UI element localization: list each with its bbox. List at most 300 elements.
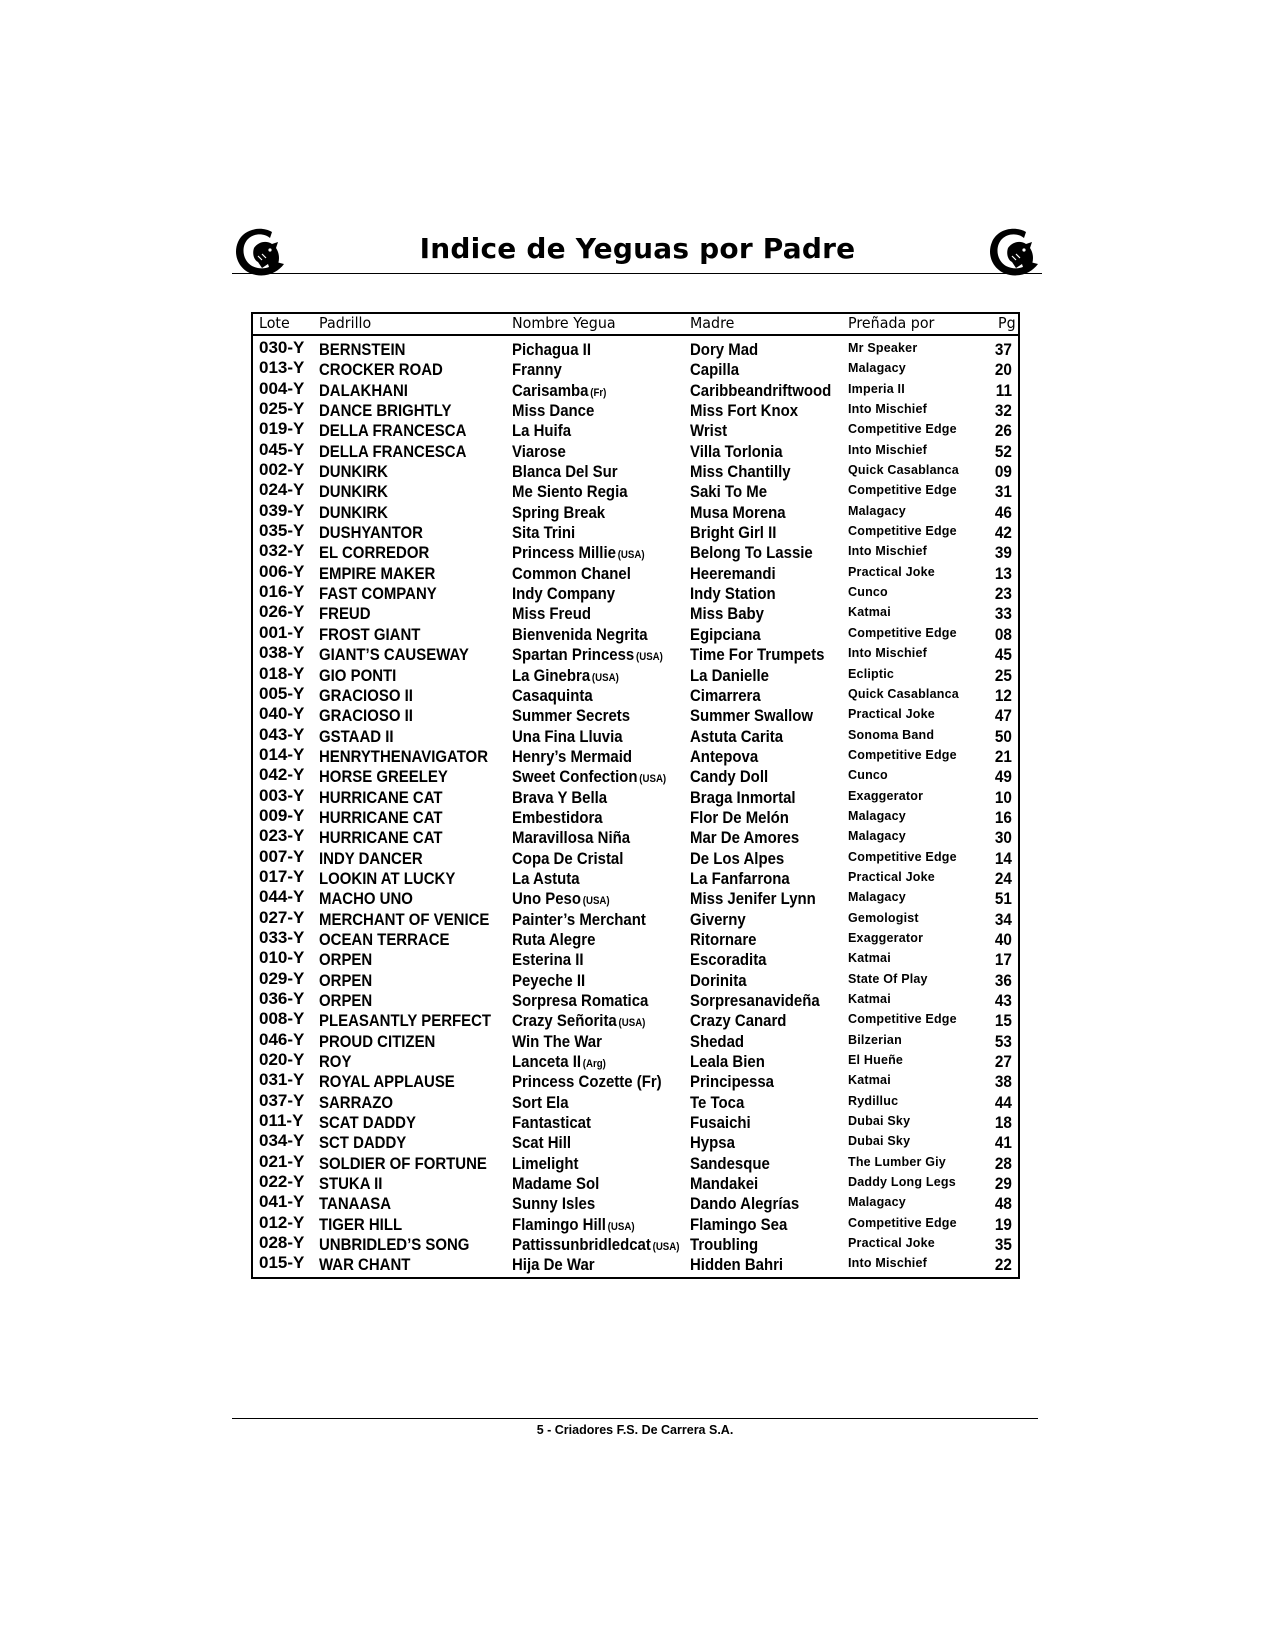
table-row <box>251 805 1020 828</box>
header-lote: Lote <box>259 314 290 332</box>
cell-madre-text: Caribbeandriftwood <box>690 380 832 400</box>
cell-prenada-text: Into Mischief <box>848 1256 927 1271</box>
cell-yegua-text: Summer Secrets <box>512 706 631 726</box>
cell-pg-text: 28 <box>994 1153 1012 1173</box>
cell-pg-text: 31 <box>994 482 1012 502</box>
cell-yegua <box>512 1133 571 1153</box>
cell-madre-text: Braga Inmortal <box>690 787 796 807</box>
cell-lote-text: 007-Y <box>259 846 305 866</box>
header-yegua: Nombre Yegua <box>512 314 616 332</box>
cell-madre-text: Heeremandi <box>690 563 776 583</box>
cell-pg <box>995 564 1012 584</box>
cell-madre-text: Te Toca <box>690 1092 745 1112</box>
cell-origin: (Arg) <box>582 1058 606 1071</box>
cell-prenada-text: Into Mischief <box>848 544 927 559</box>
cell-prenada <box>848 725 934 745</box>
cell-madre-text: Candy Doll <box>690 767 769 787</box>
cell-prenada <box>848 1009 957 1029</box>
cell-lote-text: 010-Y <box>259 948 305 968</box>
cell-yegua-text: Miss Freud <box>512 604 591 624</box>
table-row <box>251 1235 1020 1255</box>
cell-prenada-text: Katmai <box>848 951 891 966</box>
cell-lote-text: 028-Y <box>259 1233 305 1253</box>
table-row <box>251 663 1020 686</box>
cell-madre <box>690 686 761 706</box>
table-row <box>251 1212 1020 1235</box>
cell-origin: (USA) <box>607 1220 635 1233</box>
cell-madre <box>690 666 769 686</box>
cell-madre-text: Summer Swallow <box>690 706 814 726</box>
cell-madre <box>690 1235 758 1255</box>
cell-madre-text: Hidden Bahri <box>690 1255 784 1275</box>
cell-madre-text: La Fanfarrona <box>690 868 790 888</box>
cell-yegua <box>512 1154 578 1174</box>
cell-padrillo-text: LOOKIN AT LUCKY <box>319 868 456 888</box>
cell-prenada <box>848 806 906 826</box>
cell-yegua <box>512 869 580 889</box>
cell-padrillo-text: GIO PONTI <box>319 665 397 685</box>
cell-padrillo-text: SCT DADDY <box>319 1133 407 1153</box>
cell-padrillo <box>319 584 437 604</box>
cell-madre <box>690 401 798 421</box>
cell-pg-text: 24 <box>994 868 1012 888</box>
cell-lote <box>259 419 304 439</box>
cell-pg <box>995 869 1012 889</box>
cell-prenada-text: El Hueñe <box>848 1053 904 1068</box>
cell-madre-text: Flor De Melón <box>690 807 789 827</box>
cell-pg <box>995 767 1012 787</box>
cell-pg <box>995 462 1012 482</box>
cell-pg <box>995 604 1012 624</box>
table-row <box>251 1052 1020 1072</box>
cell-prenada <box>848 521 957 541</box>
cell-prenada-text: Ecliptic <box>848 666 895 681</box>
cell-pg <box>995 625 1012 645</box>
cell-lote <box>259 1091 304 1111</box>
cell-padrillo <box>319 686 413 706</box>
cell-padrillo <box>319 421 466 441</box>
cell-yegua <box>512 381 606 403</box>
cell-yegua <box>512 401 594 421</box>
cell-yegua <box>512 849 623 869</box>
cell-madre <box>690 1215 787 1235</box>
table-row <box>251 744 1020 767</box>
cell-yegua <box>512 421 571 441</box>
cell-prenada <box>848 1152 946 1172</box>
cell-padrillo-text: EMPIRE MAKER <box>319 563 436 583</box>
cell-prenada-text: Competitive Edge <box>848 483 957 498</box>
cell-padrillo <box>319 971 372 991</box>
cell-yegua-text: Sita Trini <box>512 523 576 543</box>
cell-pg <box>995 1032 1012 1052</box>
table-row <box>251 543 1020 563</box>
cell-padrillo <box>319 564 435 584</box>
cell-pg <box>995 1154 1012 1174</box>
table-row <box>251 1090 1020 1113</box>
cell-pg-text: 36 <box>994 970 1012 990</box>
cell-yegua <box>512 645 663 667</box>
cell-madre <box>690 645 824 665</box>
cell-yegua-text: Common Chanel <box>512 563 631 583</box>
cell-lote-text: 030-Y <box>259 338 305 357</box>
cell-yegua <box>512 543 645 565</box>
cell-yegua <box>512 625 648 645</box>
cell-padrillo <box>319 991 372 1011</box>
cell-prenada <box>848 1253 927 1273</box>
cell-prenada <box>848 358 906 378</box>
cell-madre <box>690 1154 770 1174</box>
cell-padrillo <box>319 1255 410 1275</box>
cell-padrillo <box>319 767 448 787</box>
cell-yegua <box>512 1215 635 1237</box>
cell-pg <box>995 482 1012 502</box>
cell-prenada <box>848 765 888 785</box>
cell-prenada <box>848 1131 910 1151</box>
cell-yegua <box>512 747 632 767</box>
cell-lote <box>259 948 304 968</box>
cell-prenada <box>848 1111 910 1131</box>
cell-pg-text: 16 <box>994 807 1012 827</box>
cell-yegua <box>512 971 585 991</box>
cell-yegua <box>512 889 610 911</box>
cell-lote <box>259 989 304 1009</box>
cell-padrillo <box>319 1113 416 1133</box>
cell-yegua-text: Princess Millie <box>512 543 616 563</box>
cell-padrillo <box>319 1194 391 1214</box>
cell-padrillo-text: INDY DANCER <box>319 848 423 868</box>
cell-madre-text: Crazy Canard <box>690 1011 787 1031</box>
cell-padrillo <box>319 666 396 686</box>
horse-head-logo <box>986 226 1042 278</box>
cell-origin: (USA) <box>591 671 619 684</box>
cell-pg <box>995 1174 1012 1194</box>
cell-lote-text: 016-Y <box>259 582 305 602</box>
cell-prenada-text: Competitive Edge <box>848 1215 957 1230</box>
table-row <box>251 683 1020 706</box>
cell-lote-text: 018-Y <box>259 663 305 683</box>
cell-lote-text: 039-Y <box>259 500 305 520</box>
cell-padrillo-text: STUKA II <box>319 1174 383 1194</box>
cell-lote <box>259 643 304 663</box>
cell-lote <box>259 379 304 399</box>
cell-yegua <box>512 727 623 747</box>
cell-yegua-text: Fantasticat <box>512 1113 591 1133</box>
cell-pg <box>995 930 1012 950</box>
cell-madre <box>690 584 776 604</box>
cell-yegua <box>512 584 615 604</box>
cell-prenada <box>848 379 905 399</box>
cell-pg <box>995 686 1012 706</box>
cell-lote-text: 038-Y <box>259 643 305 663</box>
cell-padrillo-text: CROCKER ROAD <box>319 360 443 380</box>
cell-padrillo-text: OCEAN TERRACE <box>319 929 450 949</box>
cell-yegua-text: Miss Dance <box>512 401 595 421</box>
cell-yegua-text: Copa De Cristal <box>512 848 624 868</box>
cell-yegua <box>512 462 618 482</box>
cell-padrillo <box>319 828 443 848</box>
cell-prenada-text: Rydilluc <box>848 1093 899 1108</box>
table-row <box>251 1194 1020 1214</box>
cell-lote-text: 031-Y <box>259 1070 305 1090</box>
table-row <box>251 1174 1020 1194</box>
table-row <box>251 340 1020 360</box>
cell-yegua <box>512 808 603 828</box>
cell-pg-text: 47 <box>994 706 1012 726</box>
cell-yegua <box>512 503 605 523</box>
cell-lote-text: 045-Y <box>259 439 305 459</box>
cell-pg <box>995 849 1012 869</box>
cell-padrillo <box>319 889 413 909</box>
cell-padrillo-text: ROYAL APPLAUSE <box>319 1072 455 1092</box>
cell-padrillo-text: UNBRIDLED’S SONG <box>319 1235 470 1255</box>
cell-pg-text: 12 <box>994 685 1012 705</box>
cell-origin: (USA) <box>639 773 667 786</box>
cell-pg <box>995 442 1012 462</box>
cell-prenada-text: Competitive Edge <box>848 1012 957 1027</box>
cell-padrillo-text: GIANT’S CAUSEWAY <box>319 645 469 665</box>
cell-pg-text: 49 <box>994 767 1012 787</box>
cell-yegua-text: La Astuta <box>512 868 580 888</box>
cell-prenada-text: Gemologist <box>848 910 919 925</box>
cell-padrillo <box>319 482 388 502</box>
cell-padrillo <box>319 950 372 970</box>
cell-madre-text: De Los Alpes <box>690 848 785 868</box>
cell-yegua <box>512 442 566 462</box>
table-row <box>251 889 1020 909</box>
cell-prenada <box>848 704 935 724</box>
cell-pg <box>995 523 1012 543</box>
cell-prenada <box>848 826 906 846</box>
cell-lote <box>259 684 304 704</box>
cell-madre-text: Musa Morena <box>690 502 786 522</box>
cell-origin: (USA) <box>635 651 663 664</box>
cell-lote <box>259 1233 304 1253</box>
cell-padrillo <box>319 381 408 401</box>
cell-prenada-text: Competitive Edge <box>848 747 957 762</box>
cell-madre <box>690 1255 783 1275</box>
cell-pg <box>995 340 1012 360</box>
cell-prenada <box>848 338 917 358</box>
cell-pg-text: 11 <box>995 380 1012 400</box>
cell-padrillo-text: DELLA FRANCESCA <box>319 421 467 441</box>
cell-madre-text: Wrist <box>690 421 728 441</box>
cell-padrillo <box>319 604 371 624</box>
cell-madre-text: Mandakei <box>690 1174 759 1194</box>
cell-lote-text: 027-Y <box>259 907 305 927</box>
cell-yegua-text: Ruta Alegre <box>512 929 596 949</box>
cell-pg <box>995 1215 1012 1235</box>
cell-yegua <box>512 991 648 1011</box>
cell-madre-text: Dorinita <box>690 970 747 990</box>
cell-lote <box>259 786 304 806</box>
page-footer: 5 - Criadores F.S. De Carrera S.A. <box>536 1423 734 1437</box>
table-header <box>251 312 1020 336</box>
cell-lote <box>259 358 304 378</box>
cell-yegua-text: Hija De War <box>512 1255 595 1275</box>
table-row <box>251 1133 1020 1153</box>
cell-yegua-text: Peyeche II <box>512 970 586 990</box>
cell-padrillo <box>319 706 413 726</box>
cell-yegua-text: La Huifa <box>512 421 572 441</box>
cell-madre-text: La Danielle <box>690 665 769 685</box>
cell-madre-text: Giverny <box>690 909 746 929</box>
table-row <box>251 360 1020 380</box>
cell-lote-text: 044-Y <box>259 887 305 907</box>
cell-prenada <box>848 989 891 1009</box>
table-row <box>251 828 1020 848</box>
cell-prenada-text: Competitive Edge <box>848 625 957 640</box>
horse-head-logo <box>232 226 288 278</box>
cell-pg <box>995 910 1012 930</box>
cell-padrillo-text: HURRICANE CAT <box>319 787 443 807</box>
cell-yegua-text: Una Fina Lluvia <box>512 726 623 746</box>
cell-yegua <box>512 930 595 950</box>
cell-yegua-text: Spartan Princess <box>512 645 635 665</box>
cell-yegua-text: Princess Cozette (Fr) <box>512 1072 662 1092</box>
cell-padrillo-text: HURRICANE CAT <box>319 828 443 848</box>
cell-pg <box>995 1133 1012 1153</box>
cell-lote-text: 032-Y <box>259 541 305 561</box>
cell-lote-text: 034-Y <box>259 1131 305 1151</box>
table-row <box>251 561 1020 584</box>
cell-prenada-text: Imperia II <box>848 381 905 396</box>
cell-prenada-text: Competitive Edge <box>848 422 957 437</box>
cell-padrillo <box>319 1011 491 1031</box>
cell-pg-text: 34 <box>994 909 1012 929</box>
cell-padrillo-text: MACHO UNO <box>319 889 413 909</box>
cell-madre <box>690 381 831 401</box>
cell-padrillo-text: ORPEN <box>319 970 373 990</box>
cell-padrillo <box>319 1215 402 1235</box>
cell-pg-text: 08 <box>994 624 1012 644</box>
cell-prenada <box>848 541 927 561</box>
cell-pg-text: 10 <box>994 787 1012 807</box>
cell-prenada-text: The Lumber Giy <box>848 1154 946 1169</box>
cell-madre <box>690 849 784 869</box>
cell-madre <box>690 1072 774 1092</box>
cell-prenada-text: Daddy Long Legs <box>848 1175 956 1190</box>
cell-prenada-text: Competitive Edge <box>848 524 957 539</box>
cell-pg-text: 40 <box>994 929 1012 949</box>
cell-madre <box>690 421 727 441</box>
cell-yegua-text: Brava Y Bella <box>512 787 608 807</box>
cell-yegua-text: Blanca Del Sur <box>512 462 618 482</box>
cell-madre <box>690 523 776 543</box>
table-row <box>251 421 1020 441</box>
cell-origin: (USA) <box>618 1017 646 1030</box>
cell-madre <box>690 706 813 726</box>
cell-prenada-text: Bilzerian <box>848 1032 902 1047</box>
cell-pg <box>995 503 1012 523</box>
cell-pg <box>995 1011 1012 1031</box>
table-row <box>251 645 1020 665</box>
cell-prenada-text: Katmai <box>848 1073 891 1088</box>
cell-lote-text: 017-Y <box>259 866 305 886</box>
table-body <box>251 340 1020 1276</box>
cell-prenada-text: Quick Casablanca <box>848 686 959 701</box>
header-prenada: Preñada por <box>848 314 935 332</box>
cell-prenada <box>848 745 957 765</box>
cell-lote <box>259 602 304 622</box>
table-row <box>251 706 1020 726</box>
cell-pg-text: 19 <box>994 1214 1012 1234</box>
cell-yegua <box>512 1235 679 1257</box>
cell-madre <box>690 462 791 482</box>
cell-madre-text: Ritornare <box>690 929 757 949</box>
cell-yegua <box>512 666 619 688</box>
cell-padrillo <box>319 442 466 462</box>
cell-madre <box>690 910 746 930</box>
cell-prenada <box>848 1213 957 1233</box>
cell-pg-text: 23 <box>994 584 1012 604</box>
cell-lote <box>259 1131 304 1151</box>
cell-yegua <box>512 767 666 789</box>
cell-madre-text: Egipciana <box>690 624 761 644</box>
table-row <box>251 1011 1020 1031</box>
cell-madre-text: Sorpresanavideña <box>690 991 820 1010</box>
cell-pg <box>995 421 1012 441</box>
cell-yegua <box>512 1194 595 1214</box>
cell-lote-text: 035-Y <box>259 521 305 541</box>
cell-prenada <box>848 908 919 928</box>
cell-padrillo <box>319 1072 455 1092</box>
table-row <box>251 1113 1020 1133</box>
cell-padrillo <box>319 503 388 523</box>
cell-madre-text: Hypsa <box>690 1133 735 1153</box>
cell-lote <box>259 725 304 745</box>
cell-yegua-text: Indy Company <box>512 584 616 604</box>
cell-lote <box>259 826 304 846</box>
cell-madre-text: Principessa <box>690 1072 774 1092</box>
cell-lote <box>259 501 304 521</box>
cell-prenada-text: Practical Joke <box>848 564 935 579</box>
cell-prenada-text: Mr Speaker <box>848 341 918 355</box>
cell-madre <box>690 1093 744 1113</box>
cell-pg-text: 41 <box>994 1133 1012 1153</box>
cell-padrillo <box>319 401 451 421</box>
cell-padrillo-text: HURRICANE CAT <box>319 807 443 827</box>
cell-origin: (USA) <box>582 895 610 908</box>
table-row <box>251 622 1020 645</box>
cell-madre <box>690 828 799 848</box>
cell-madre <box>690 503 786 523</box>
cell-yegua-text: Sweet Confection <box>512 767 638 787</box>
cell-prenada-text: Cunco <box>848 585 888 600</box>
cell-padrillo <box>319 1032 435 1052</box>
cell-padrillo-text: HORSE GREELEY <box>319 767 448 787</box>
cell-yegua <box>512 482 628 502</box>
cell-yegua <box>512 1052 606 1074</box>
cell-prenada <box>848 643 927 663</box>
cell-yegua <box>512 340 591 360</box>
cell-madre-text: Capilla <box>690 360 740 380</box>
cell-madre-text: Antepova <box>690 746 759 766</box>
cell-pg <box>995 727 1012 747</box>
cell-madre-text: Mar De Amores <box>690 828 800 848</box>
cell-prenada <box>848 440 927 460</box>
cell-prenada <box>848 582 888 602</box>
cell-lote <box>259 969 304 989</box>
cell-pg-text: 53 <box>994 1031 1012 1051</box>
table-row <box>251 604 1020 624</box>
cell-padrillo-text: TIGER HILL <box>319 1214 403 1234</box>
cell-madre <box>690 747 758 767</box>
table-row <box>251 378 1020 401</box>
table-row <box>251 1151 1020 1174</box>
cell-lote <box>259 562 304 582</box>
cell-pg <box>995 401 1012 421</box>
cell-padrillo-text: TANAASA <box>319 1194 392 1214</box>
